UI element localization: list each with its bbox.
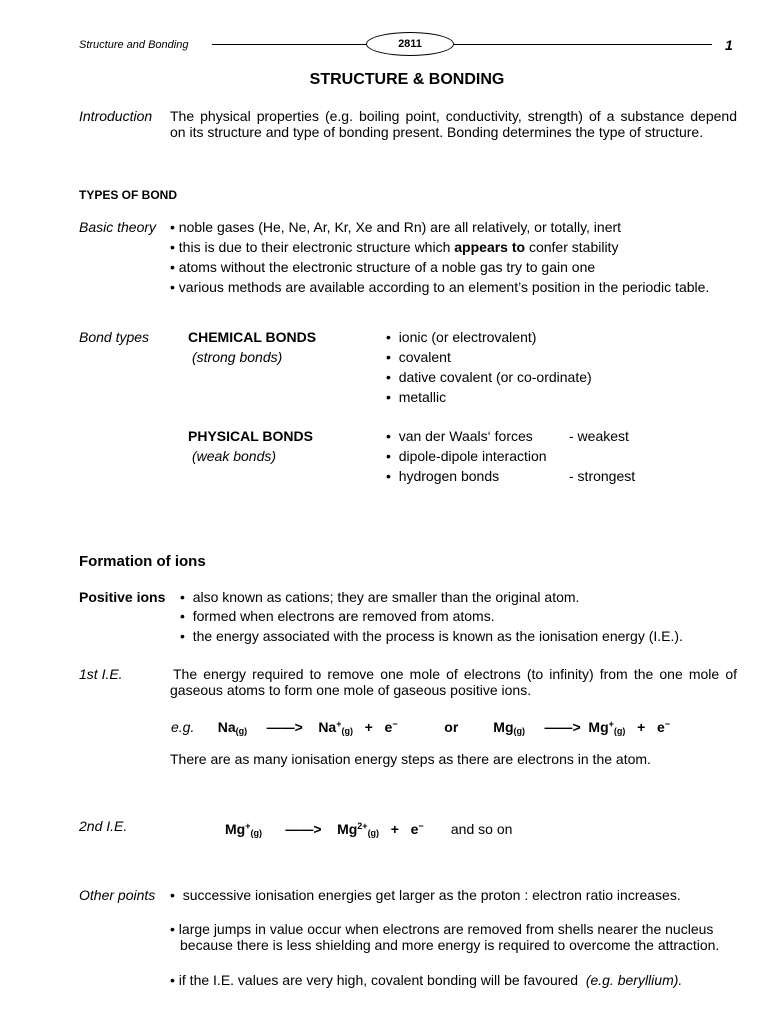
second-ie-equation bbox=[225, 818, 512, 842]
ie-steps-note: There are as many ionisation energy steps as there are electrons in the atom. bbox=[170, 751, 651, 767]
page-title: STRUCTURE & BONDING bbox=[309, 71, 505, 88]
positive-ions-bullet-3: • the energy associated with the process is known as the ionisation energy (I.E.). bbox=[180, 628, 683, 644]
physical-bond-item: • dipole-dipole interaction bbox=[386, 448, 547, 464]
page-number: 1 bbox=[725, 37, 733, 53]
physical-bond-hydrogen: hydrogen bonds bbox=[398, 468, 500, 484]
first-ie-label: 1st I.E. bbox=[79, 666, 123, 682]
other-points-text-1: successive ionisation energies get larger as the proton : electron ratio increases. bbox=[182, 887, 681, 903]
electron-charge: − bbox=[392, 719, 398, 729]
eg-label: e.g. bbox=[171, 719, 195, 735]
electron: e bbox=[656, 719, 665, 735]
arrow: ——> bbox=[266, 719, 303, 735]
plus: + bbox=[364, 719, 373, 735]
introduction-line-1: The physical properties (e.g. boiling point, conductivity, strength) of a substance depend bbox=[170, 108, 737, 124]
state-gas: (g) bbox=[613, 726, 626, 736]
charge: + bbox=[608, 719, 614, 729]
header-subject: Structure and Bonding bbox=[79, 39, 189, 51]
basic-theory-text-1: noble gases (He, Ne, Ar, Kr, Xe and Rn) are all relatively, or totally, inert bbox=[178, 219, 622, 235]
physical-bonds-subtitle: (weak bonds) bbox=[192, 448, 277, 464]
state-gas: (g) bbox=[367, 828, 380, 838]
first-ie-definition-1: The energy required to remove one mole of electrons (to infinity) from the one mole of bbox=[173, 666, 737, 682]
positive-ions-text-3: the energy associated with the process is known as the ionisation energy (I.E.). bbox=[192, 628, 683, 644]
other-points-label: Other points bbox=[79, 887, 156, 903]
other-points-bullet-2: • large jumps in value occur when electrons are removed from shells nearer the nucleus bbox=[170, 921, 714, 937]
other-points-example: (e.g. beryllium). bbox=[585, 972, 683, 988]
physical-bonds-title: PHYSICAL BONDS bbox=[188, 428, 313, 444]
introduction-label: Introduction bbox=[79, 108, 153, 124]
basic-theory-text-2-bold: appears to bbox=[454, 239, 526, 255]
arrow: ——> bbox=[544, 719, 581, 735]
weakest-note: - weakest bbox=[569, 428, 629, 444]
basic-theory-text-3: atoms without the electronic structure of a noble gas try to gain one bbox=[178, 259, 596, 275]
types-of-bond-heading: TYPES OF BOND bbox=[79, 188, 178, 202]
chemical-bond-metallic: metallic bbox=[398, 389, 447, 405]
na-atom: Na bbox=[217, 719, 236, 735]
second-ie-label: 2nd I.E. bbox=[79, 818, 128, 834]
chemical-bonds-subtitle: (strong bonds) bbox=[192, 349, 283, 365]
arrow: ——> bbox=[285, 821, 322, 837]
course-code-badge: 2811 bbox=[366, 32, 454, 56]
electron: e bbox=[410, 821, 419, 837]
state-gas: (g) bbox=[341, 726, 353, 736]
other-points-text-2a: large jumps in value occur when electrons are removed from shells nearer the nucleus bbox=[178, 921, 714, 937]
na-ion: Na bbox=[318, 719, 337, 735]
basic-theory-bullet-1: • noble gases (He, Ne, Ar, Kr, Xe and Rn) are all relatively, or totally, inert bbox=[170, 219, 622, 235]
positive-ions-label: Positive ions bbox=[79, 589, 166, 605]
positive-ions-text-2: formed when electrons are removed from atoms. bbox=[192, 608, 495, 624]
physical-bond-van-der-waals: van der Waals‘ forces bbox=[398, 428, 533, 444]
other-points-text-2b: because there is less shielding and more energy is required to overcome the attraction. bbox=[180, 937, 720, 953]
chemical-bond-item: • ionic (or electrovalent) bbox=[386, 329, 537, 345]
mg-atom: Mg bbox=[493, 719, 514, 735]
physical-bond-item: • van der Waals‘ forces bbox=[386, 428, 533, 444]
basic-theory-label: Basic theory bbox=[79, 219, 157, 235]
chemical-bond-item: • metallic bbox=[386, 389, 447, 405]
electron: e bbox=[384, 719, 393, 735]
strongest-note: - strongest bbox=[569, 468, 636, 484]
plus: + bbox=[637, 719, 646, 735]
chemical-bonds-title: CHEMICAL BONDS bbox=[188, 329, 317, 345]
first-ie-definition-2: gaseous atoms to form one mole of gaseous positive ions. bbox=[170, 682, 532, 698]
electron-charge: − bbox=[418, 821, 424, 831]
charge: + bbox=[245, 821, 251, 831]
charge: 2+ bbox=[357, 821, 368, 831]
positive-ions-bullet-1: • also known as cations; they are smaller than the original atom. bbox=[180, 589, 580, 605]
chemical-bond-covalent: covalent bbox=[398, 349, 451, 365]
formation-heading: Formation of ions bbox=[79, 553, 206, 570]
other-points-bullet-1: • successive ionisation energies get larger as the proton : electron ratio increases. bbox=[170, 887, 681, 903]
other-points-bullet-3: • if the I.E. values are very high, covalent bonding will be favoured (e.g. beryllium). bbox=[170, 972, 683, 988]
basic-theory-text-2a: this is due to their electronic structure which bbox=[178, 239, 455, 255]
basic-theory-text-2b: confer stability bbox=[525, 239, 619, 255]
basic-theory-bullet-3: • atoms without the electronic structure of a noble gas try to gain one bbox=[170, 259, 596, 275]
charge: + bbox=[336, 719, 342, 729]
basic-theory-bullet-2: • this is due to their electronic structure which appears to confer stability bbox=[170, 239, 619, 255]
bond-types-label: Bond types bbox=[79, 329, 150, 345]
mg-ion: Mg bbox=[588, 719, 609, 735]
basic-theory-bullet-4: • various methods are available according to an element’s position in the periodic table. bbox=[170, 279, 710, 295]
header-rule bbox=[212, 44, 712, 45]
or-word: or bbox=[444, 719, 459, 735]
plus: + bbox=[390, 821, 399, 837]
positive-ions-text-1: also known as cations; they are smaller than the original atom. bbox=[192, 589, 580, 605]
electron-charge: − bbox=[664, 719, 670, 729]
first-ie-equation bbox=[171, 716, 670, 740]
state-gas: (g) bbox=[235, 726, 248, 736]
mg-ion: Mg bbox=[225, 821, 246, 837]
mg2-ion: Mg bbox=[337, 821, 358, 837]
chemical-bond-item: • dative covalent (or co-ordinate) bbox=[386, 369, 592, 385]
physical-bond-item: • hydrogen bonds bbox=[386, 468, 500, 484]
physical-bond-dipole: dipole-dipole interaction bbox=[398, 448, 547, 464]
chemical-bond-dative: dative covalent (or co-ordinate) bbox=[398, 369, 592, 385]
chemical-bond-ionic: ionic (or electrovalent) bbox=[398, 329, 537, 345]
state-gas: (g) bbox=[250, 828, 262, 838]
chemical-bond-item: • covalent bbox=[386, 349, 451, 365]
positive-ions-bullet-2: • formed when electrons are removed from atoms. bbox=[180, 608, 495, 624]
other-points-text-3: if the I.E. values are very high, covalent bonding will be favoured bbox=[178, 972, 579, 988]
and-so-on: and so on bbox=[450, 821, 513, 837]
introduction-line-2: on its structure and type of bonding present. Bonding determines the type of structure. bbox=[170, 124, 704, 140]
basic-theory-text-4: various methods are available according to an element’s position in the periodic table. bbox=[178, 279, 710, 295]
state-gas: (g) bbox=[513, 726, 525, 736]
